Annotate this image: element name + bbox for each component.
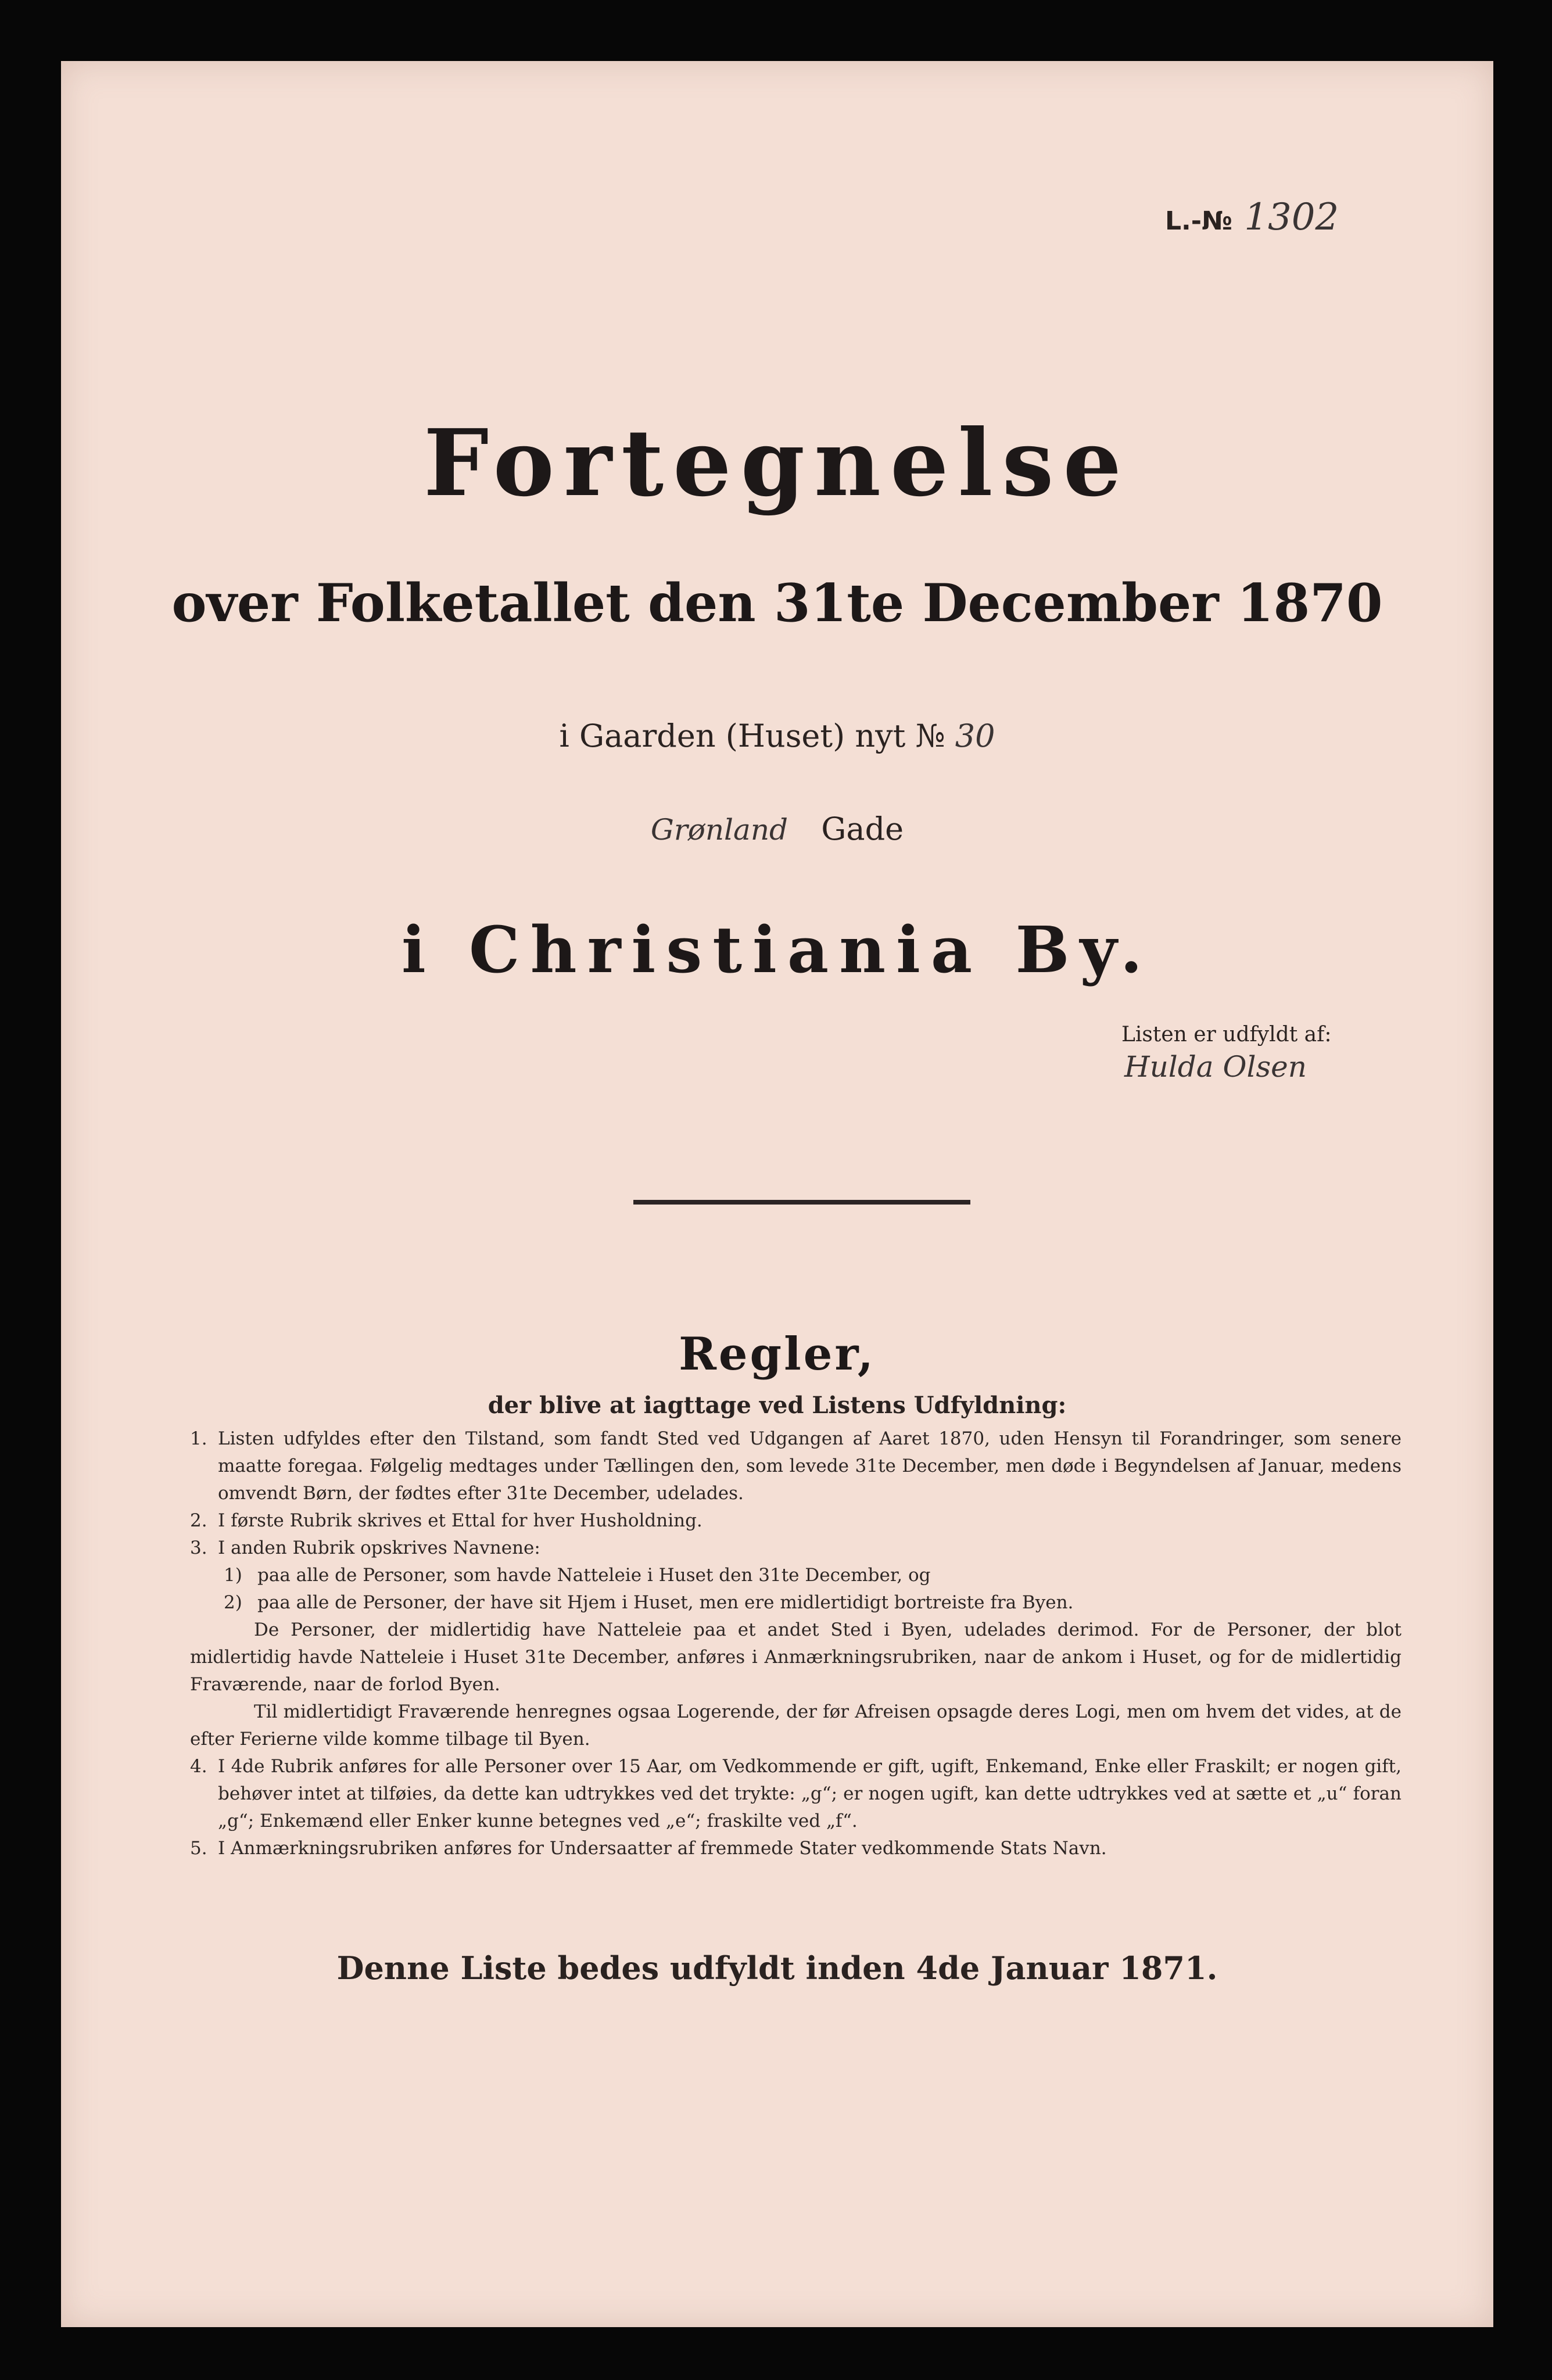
street-suffix: Gade: [821, 811, 904, 847]
rule-item: [190, 1507, 1402, 1535]
rule-sub-item: [190, 1562, 1402, 1589]
rule-number: 3.: [190, 1537, 207, 1558]
rule-item: [190, 1835, 1402, 1862]
rule-number: 4.: [190, 1756, 207, 1777]
rules-subheading: der blive at iagttage ved Listens Udfyldning:: [488, 1392, 1067, 1419]
rule-item: [190, 1535, 1402, 1562]
rule-sub-number: 2): [224, 1592, 242, 1613]
rules-list: [190, 1425, 1402, 1862]
rule-number: 2.: [190, 1510, 207, 1531]
rule-number: 1.: [190, 1428, 207, 1449]
house-prefix: i Gaarden (Huset) nyt №: [559, 718, 945, 754]
filler-label: Listen er udfyldt af:: [1121, 1023, 1332, 1046]
rule-number: 5.: [190, 1838, 207, 1859]
rule-text: Listen udfyldes efter den Tilstand, som fandt Sted ved Udgangen af Aaret 1870, uden Hensyn til Forandringer, som senere maatte foregaa. Følgelig medtages under Tællingen den, som levede 31te December, men døde i Begyndelsen af Januar, medens omvendt Børn, der fødtes efter 31te December, udelades.: [218, 1428, 1402, 1504]
serial-number-handwritten: 1302: [1244, 196, 1339, 239]
rule-text: I anden Rubrik opskrives Navnene:: [218, 1537, 540, 1558]
rule-item: [190, 1425, 1402, 1507]
rule-sub-number: 1): [224, 1565, 242, 1586]
deadline-notice: Denne Liste bedes udfyldt inden 4de Januar 1871.: [336, 1949, 1218, 1987]
serial-prefix: L.-№: [1165, 206, 1232, 236]
rule-sub-text: paa alle de Personer, som havde Natteleie i Huset den 31te December, og: [257, 1565, 931, 1586]
house-number-line: [61, 718, 1493, 754]
street-line: [61, 811, 1493, 847]
filler-signature: Hulda Olsen: [1124, 1050, 1307, 1084]
serial-number: [1165, 196, 1339, 239]
rule-text: I Anmærkningsrubriken anføres for Undersaatter af fremmede Stater vedkommende Stats Navn.: [218, 1838, 1107, 1859]
rule-text: I første Rubrik skrives et Ettal for hver Husholdning.: [218, 1510, 702, 1531]
rule-paragraph: De Personer, der midlertidig have Natteleie paa et andet Sted i Byen, udelades derimod. For de Personer, der blot midlertidig havde Natteleie i Huset 31te December, anføres i Anmærkningsrubriken, naar de ankom i Huset, og for de midlertidig Fraværende, naar de forlod Byen.: [190, 1619, 1402, 1695]
rule-item: [190, 1753, 1402, 1835]
form-subtitle: over Folketallet den 31te December 1870: [171, 572, 1383, 634]
divider-rule: [633, 1200, 970, 1205]
rules-heading: Regler,: [679, 1328, 876, 1381]
rule-paragraph: Til midlertidigt Fraværende henregnes ogsaa Logerende, der før Afreisen opsagde deres Logi, men om hvem det vides, at de efter Ferierne vilde komme tilbage til Byen.: [190, 1701, 1402, 1750]
house-number-handwritten: 30: [955, 718, 995, 754]
rule-text: I 4de Rubrik anføres for alle Personer over 15 Aar, om Vedkommende er gift, ugift, Enkemand, Enke eller Fraskilt; er nogen gift, behøver intet at tilføies, da dette kan udtrykkes ved det trykte: „g“; er nogen ugift, kan dette udtrykkes ved at sætte et „u“ foran „g“; Enkemænd eller Enker kunne betegnes ved „e“; fraskilte ved „f“.: [218, 1756, 1402, 1831]
city-title: i Christiania By.: [401, 912, 1153, 987]
rule-sub-item: [190, 1589, 1402, 1616]
street-handwritten: Grønland: [650, 813, 788, 847]
census-form-sheet: [61, 61, 1493, 2327]
rule-sub-text: paa alle de Personer, der have sit Hjem i Huset, men ere midlertidigt bortreiste fra Byen.: [257, 1592, 1074, 1613]
form-title: Fortegnelse: [423, 410, 1131, 517]
